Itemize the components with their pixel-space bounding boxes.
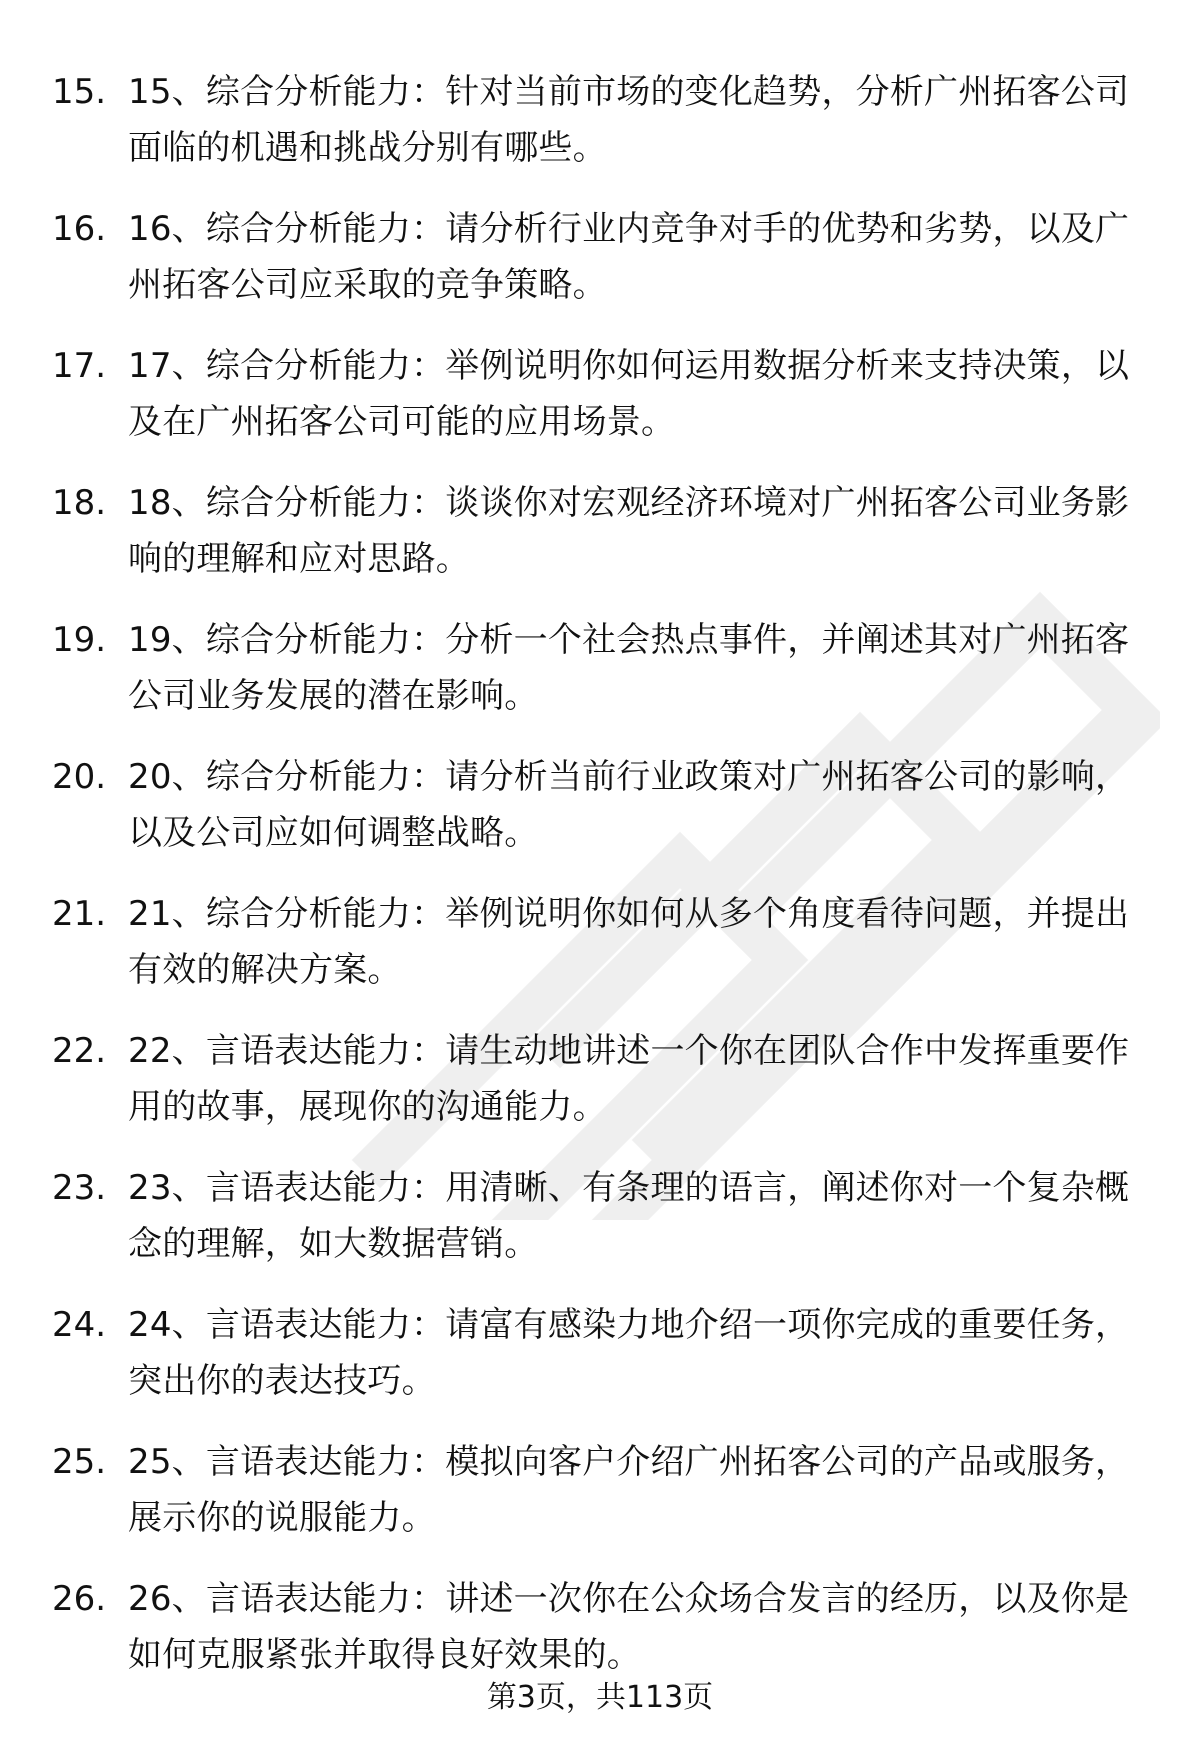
item-number: 22. <box>52 1031 107 1071</box>
item-number: 21. <box>52 894 107 934</box>
item-number: 25. <box>52 1442 107 1482</box>
item-text: 26、言语表达能力：讲述一次你在公众场合发言的经历，以及你是如何克服紧张并取得良好效果的。 <box>128 1579 1130 1675</box>
item-number: 24. <box>52 1305 107 1345</box>
list-item <box>0 1015 1200 1152</box>
item-number: 20. <box>52 757 107 797</box>
item-text: 22、言语表达能力：请生动地讲述一个你在团队合作中发挥重要作用的故事，展现你的沟通能力。 <box>128 1031 1130 1127</box>
item-text: 15、综合分析能力：针对当前市场的变化趋势，分析广州拓客公司面临的机遇和挑战分别有哪些。 <box>128 72 1130 168</box>
list-item <box>0 193 1200 330</box>
list-item <box>0 1289 1200 1426</box>
item-number: 26. <box>52 1579 107 1619</box>
item-text: 17、综合分析能力：举例说明你如何运用数据分析来支持决策，以及在广州拓客公司可能的应用场景。 <box>128 346 1130 442</box>
item-text: 19、综合分析能力：分析一个社会热点事件，并阐述其对广州拓客公司业务发展的潜在影响。 <box>128 620 1130 716</box>
list-item <box>0 56 1200 193</box>
item-number: 17. <box>52 346 107 386</box>
item-text: 23、言语表达能力：用清晰、有条理的语言，阐述你对一个复杂概念的理解，如大数据营销。 <box>128 1168 1130 1264</box>
item-text: 25、言语表达能力：模拟向客户介绍广州拓客公司的产品或服务，展示你的说服能力。 <box>128 1442 1130 1538</box>
item-number: 16. <box>52 209 107 249</box>
list-item <box>0 878 1200 1015</box>
item-number: 18. <box>52 483 107 523</box>
list-item <box>0 604 1200 741</box>
list-item <box>0 1426 1200 1563</box>
item-text: 24、言语表达能力：请富有感染力地介绍一项你完成的重要任务，突出你的表达技巧。 <box>128 1305 1130 1401</box>
item-text: 16、综合分析能力：请分析行业内竞争对手的优势和劣势，以及广州拓客公司应采取的竞争策略。 <box>128 209 1130 305</box>
page-footer: 第3页，共113页 <box>486 1680 714 1715</box>
list-item <box>0 741 1200 878</box>
item-number: 15. <box>52 72 107 112</box>
item-text: 21、综合分析能力：举例说明你如何从多个角度看待问题，并提出有效的解决方案。 <box>128 894 1130 990</box>
list-item <box>0 467 1200 604</box>
list-item <box>0 1152 1200 1289</box>
list-item <box>0 330 1200 467</box>
item-text: 20、综合分析能力：请分析当前行业政策对广州拓客公司的影响，以及公司应如何调整战略。 <box>128 757 1130 853</box>
question-list <box>0 56 1200 1700</box>
item-number: 23. <box>52 1168 107 1208</box>
item-text: 18、综合分析能力：谈谈你对宏观经济环境对广州拓客公司业务影响的理解和应对思路。 <box>128 483 1130 579</box>
item-number: 19. <box>52 620 107 660</box>
